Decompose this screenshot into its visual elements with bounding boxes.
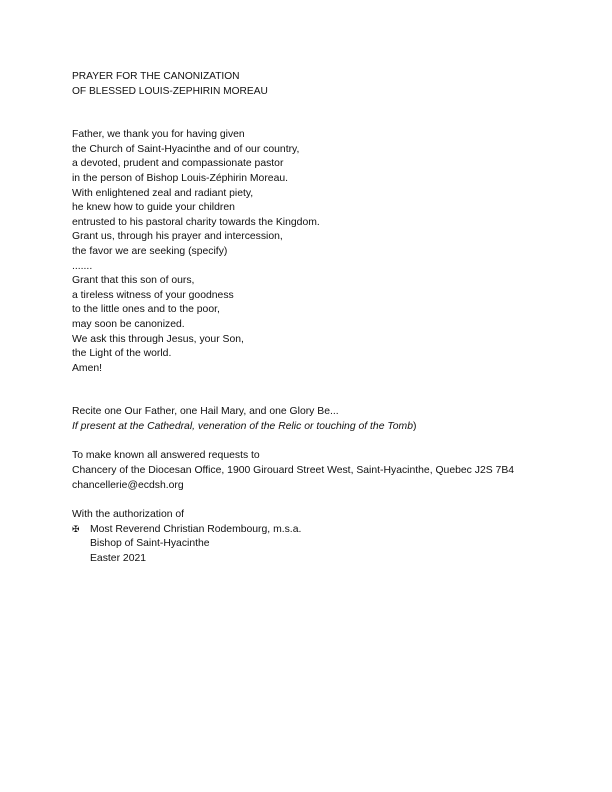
bishop-name: Most Reverend Christian Rodembourg, m.s.a. xyxy=(90,523,302,535)
prayer-line: may soon be canonized. xyxy=(72,318,185,330)
prayer-line: We ask this through Jesus, your Son, xyxy=(72,333,244,345)
relic-note xyxy=(72,420,592,435)
prayer-line: the favor we are seeking (specify) xyxy=(72,245,228,257)
prayer-line: a tireless witness of your goodness xyxy=(72,289,234,301)
authorization-intro: With the authorization of xyxy=(72,509,185,521)
prayer-line: ....... xyxy=(72,260,93,272)
title-line-2: OF BLESSED LOUIS-ZEPHIRIN MOREAU xyxy=(72,85,268,97)
prayer-line: he knew how to guide your children xyxy=(72,202,235,214)
contact-block xyxy=(72,449,592,493)
prayer-line: With enlightened zeal and radiant piety, xyxy=(72,187,254,199)
prayer-line: the Light of the world. xyxy=(72,348,172,360)
prayer-line: a devoted, prudent and compassionate pastor xyxy=(72,158,284,170)
contact-address: Chancery of the Diocesan Office, 1900 Girouard Street West, Saint-Hyacinthe, Quebec J2S 7B4 xyxy=(72,465,515,477)
contact-intro: To make known all answered requests to xyxy=(72,450,260,462)
relic-note-italic: If present at the Cathedral, veneration of the Relic or touching of the Tomb xyxy=(72,420,413,432)
prayer-line: entrusted to his pastoral charity towards the Kingdom. xyxy=(72,216,320,228)
prayer-line: Grant that this son of ours, xyxy=(72,275,195,287)
relic-note-paren: ) xyxy=(412,420,417,432)
prayer-line: Father, we thank you for having given xyxy=(72,129,245,141)
prayer-line: Grant us, through his prayer and intercession, xyxy=(72,231,283,243)
bishop-name-row xyxy=(72,523,592,538)
cross-icon: ✠ xyxy=(72,524,80,535)
prayer-title xyxy=(72,70,592,99)
prayer-line: to the little ones and to the poor, xyxy=(72,304,220,316)
recite-instructions xyxy=(72,405,592,434)
contact-email[interactable]: chancellerie@ecdsh.org xyxy=(72,479,184,491)
prayer-line: in the person of Bishop Louis-Zéphirin Moreau. xyxy=(72,172,289,184)
authorization-block xyxy=(72,508,592,566)
prayer-line: Amen! xyxy=(72,362,103,374)
recite-line: Recite one Our Father, one Hail Mary, and one Glory Be... xyxy=(72,406,339,418)
bishop-office: Bishop of Saint-Hyacinthe xyxy=(90,538,210,550)
authorization-date: Easter 2021 xyxy=(90,553,147,565)
prayer-text xyxy=(72,128,592,376)
document-page xyxy=(72,70,592,567)
title-line-1: PRAYER FOR THE CANONIZATION xyxy=(72,71,240,82)
prayer-line: the Church of Saint-Hyacinthe and of our country, xyxy=(72,143,300,155)
